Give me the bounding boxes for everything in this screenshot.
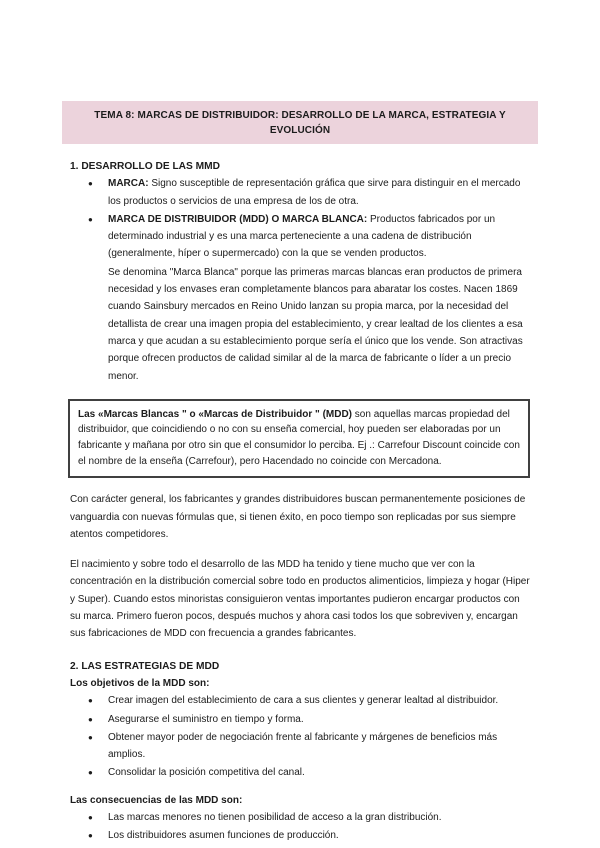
definition-term: MARCA: — [108, 178, 149, 190]
objective-text: Consolidar la posición competitiva del canal. — [108, 767, 305, 779]
callout-lead: Las «Marcas Blancas " o «Marcas de Distribuidor " (MDD) — [78, 408, 353, 420]
list-item — [70, 809, 530, 826]
list-item — [70, 729, 530, 764]
consequence-text: Los distribuidores asumen funciones de producción. — [108, 830, 339, 842]
list-item — [70, 711, 530, 728]
bullet-icon: ● — [88, 732, 93, 742]
definition-term: MARCA DE DISTRIBUIDOR (MDD) O MARCA BLANCA: — [108, 213, 368, 225]
body-paragraph: Con carácter general, los fabricantes y grandes distribuidores buscan permanentemente posiciones de vanguardia con nuevas fórmulas que, si tienen éxito, en poco tiempo son replicadas por sus siempre atentos competidores. — [70, 494, 526, 540]
body-paragraph: El nacimiento y sobre todo el desarrollo de las MDD ha tenido y tiene mucho que ver con la concentración en la distribución comercial sobre todo en productos alimenticios, limpieza y hogar (Hiper y Super). Cuando estos minoristas consiguieron ventas importantes pudieron encargar productos con su marca. Primero fueron pocos, después muchos y ahora casi todos los que sobreviven y, encargan sus fabricaciones de MDD con frecuencia a grandes fabricantes. — [70, 559, 530, 640]
objective-text: Obtener mayor poder de negociación frente al fabricante y márgenes de beneficios más amplios. — [108, 731, 498, 761]
bullet-icon: ● — [88, 714, 93, 724]
bullet-icon: ● — [88, 831, 93, 841]
bullet-icon: ● — [88, 696, 93, 706]
callout-box — [68, 399, 530, 478]
callout-text: son aquellas marcas propiedad del distribuidor, que coincidiendo o no con su enseña comercial, hoy pueden ser elaboradas por un fabricante y mañana por otro sin que el consumidor lo perciba. Ej .: Carrefour Discount coincide con el nombre de la enseña (Carrefour), pero Hacendado no coincide con Mercadona. — [78, 408, 520, 467]
list-item — [70, 827, 530, 844]
section-2-heading: 2. LAS ESTRATEGIAS DE MDD — [70, 660, 220, 672]
bullet-icon: ● — [88, 179, 93, 189]
title-banner — [62, 101, 538, 144]
objective-text: Crear imagen del establecimiento de cara a sus clientes y generar lealtad al distribuidor. — [108, 695, 499, 707]
list-item — [70, 764, 530, 781]
list-item — [70, 211, 530, 263]
document-content — [70, 158, 530, 845]
consequence-text: Las marcas menores no tienen posibilidad de acceso a la gran distribución. — [108, 811, 442, 823]
list-item — [70, 175, 530, 210]
definition-text: Signo susceptible de representación gráfica que sirve para distinguir en el mercado los productos o servicios de una empresa de los de otra. — [108, 178, 521, 207]
bullet-icon: ● — [88, 768, 93, 778]
objective-text: Asegurarse el suministro en tiempo y forma. — [108, 713, 304, 725]
list-item — [70, 692, 530, 709]
objectives-label: Los objetivos de la MDD son: — [70, 677, 210, 689]
bullet-icon: ● — [88, 812, 93, 822]
bullet-icon: ● — [88, 214, 93, 224]
continuation-paragraph: Se denomina "Marca Blanca" porque las primeras marcas blancas eran productos de primera necesidad y los envases eran completamente blancos para abaratar los costes. Nacen 1869 cuando Sainsbury mercados en Reino Unido lanzan su propia marca, por la necesidad del detallista de crear una imagen propia del establecimiento, y crear lealtad de los clientes a esa marca y que acudan a su establecimiento porque sería el único que los vende. Son atractivas porque ofrecen productos de calidad similar al de la marca de fabricante o líder a un precio menor. — [108, 266, 523, 382]
definition-text: Productos fabricados por un determinado industrial y es una marca perteneciente a una cadena de distribución (generalmente, híper o supermercado) con la que se venden productos. — [108, 213, 496, 260]
section-1-heading: 1. DESARROLLO DE LAS MMD — [70, 161, 220, 172]
page-title: TEMA 8: MARCAS DE DISTRIBUIDOR: DESARROLLO DE LA MARCA, ESTRATEGIA Y EVOLUCIÓN — [94, 110, 506, 136]
consequences-label: Las consecuencias de las MDD son: — [70, 794, 243, 806]
